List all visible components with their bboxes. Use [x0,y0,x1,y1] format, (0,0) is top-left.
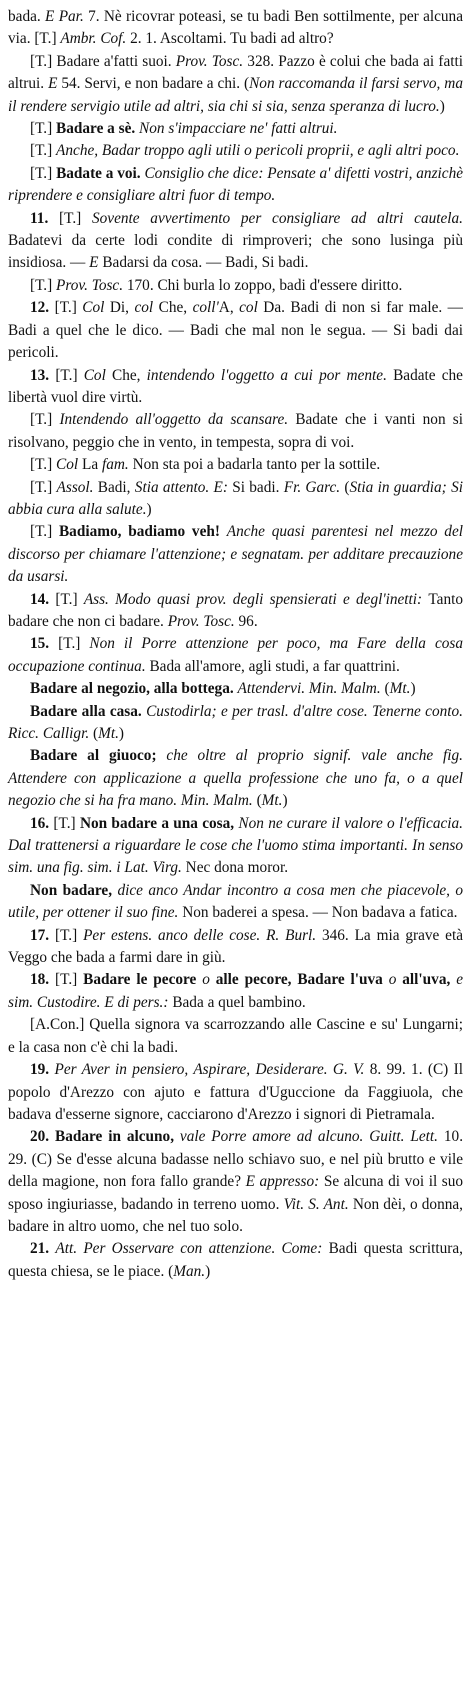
italic-text: e sim. Custodire. E di pers.: [8,971,463,1011]
body-text: ( [92,725,99,742]
bold-text: 12. [30,299,55,317]
bold-text: 14. [30,590,56,608]
bold-text: 11. [30,209,60,227]
bold-text: 21. [30,1240,56,1258]
body-text: Si badi. [232,478,284,496]
italic-text: Per Aver in pensiero, Aspirare, Desiderare. G. V. [54,1061,370,1079]
body-text: 170. Chi burla lo zoppo, badi d'essere diritto. [126,276,403,294]
italic-text: vale Porre amore ad alcuno. Guitt. Lett. [179,1128,444,1146]
body-text: ) [118,725,125,742]
body-text: [T.] [53,814,80,832]
entry-paragraph [8,678,463,700]
body-text: [T.] [58,635,90,653]
body-text: 346. La mia grave età Veggo che bada a farmi dare in giù. [8,926,464,967]
body-text: [T.] [30,478,57,496]
body-text: 8. 99. 1. (C) Il popolo d'Arezzo con ajuto e fattura d'Uguccione da Faggiuola, che badava d'esserne signore, cacciarono d'Arezzo i signori di Pietramala. [8,1061,463,1123]
italic-text: Stia in guardia; Si abbia cura alla salute. [8,478,463,518]
body-text: ) [205,1262,211,1280]
italic-text: Fr. Garc. [283,478,345,496]
entry-paragraph [8,208,463,275]
entry-paragraph [8,701,463,746]
italic-text: Non raccomanda il farsi servo, ma il rendere servigio utile ad altri, sia chi si sia, senza speranza di lucro. [8,75,463,115]
entry-paragraph [8,275,463,297]
entry-paragraph [8,925,463,970]
entry-paragraph [8,365,463,410]
body-text: Bada all'amore, agli studi, a far quattrini. [149,657,400,675]
body-text: [T.] [55,366,84,384]
entry-paragraph [8,1059,463,1126]
body-text: Se alcuna di voi il suo sposo ingiuriasse, badando in terreno uomo. [8,1173,464,1213]
bold-text: Badare al negozio, alla bottega. [30,680,238,698]
body-text: bada. [8,8,46,25]
italic-text: fam. [101,456,133,474]
italic-text: Non ne curare il valore o l'efficacia. Dal trattenersi a riguardare le cose che l'uomo stima importanti. In senso sim. una fig. sim. i Lat. Virg. [8,814,463,877]
entry-paragraph [8,633,463,678]
body-text: [T.] [30,120,57,138]
italic-text: Mt. [389,680,411,698]
bold-text: 17. [30,926,55,944]
entry-paragraph [8,6,463,51]
body-text: Che, [158,299,193,317]
italic-text: Non s'impacciare ne' fatti altrui. [139,120,338,138]
italic-text: Man. [173,1262,206,1280]
bold-text: Badare in alcuno, [55,1128,180,1146]
entry-paragraph [8,1238,463,1283]
body-text: [T.] [30,411,60,429]
body-text: ) [282,792,288,810]
italic-text: E [48,75,62,93]
italic-text: o [202,971,216,989]
italic-text: Consiglio che dice: Pensate a' difetti vostri, anzichè riprendere e consigliare altri fuor di tempo. [8,164,464,205]
entry-paragraph [8,51,463,118]
body-text: [T.] Badare a'fatti suoi. [30,52,176,70]
body-text: [T.] [55,590,84,608]
italic-text: Prov. Tosc. [175,52,248,70]
bold-text: Non badare, [30,881,118,899]
italic-text: E Par. [45,8,89,25]
bold-text: 13. [30,366,56,384]
bold-text: Badate a voi. [56,164,145,182]
body-text: ( [256,792,262,810]
italic-text: Mt. [261,792,283,810]
body-text: [A.Con.] Quella signora va scarrozzando alle Cascine e su' Lungarni; e la casa non c'è chi la badi. [8,1016,463,1056]
entry-paragraph [8,880,463,925]
body-text: 10. 29. (C) Se d'esse alcuna badasse nello schiavo suo, e nel più brutto e vile della magione, non fora fallo grande? [8,1128,464,1191]
body-text: [T.] [54,299,83,317]
body-text: Badate che libertà vuol dire virtù. [8,366,463,406]
bold-text: 16. [30,814,54,832]
italic-text: Intendendo all'oggetto da scansare. [59,411,296,429]
italic-text: Ass. Modo quasi prov. degli spensierati e degl'inetti: [83,590,429,608]
bold-text: 15. [30,635,59,653]
body-text: Non sta poi a badarla tanto per la sottile. [132,456,381,474]
body-text: A, [218,299,240,317]
italic-text: E appresso: [245,1173,324,1191]
italic-text: Col [83,366,113,384]
bold-text: Badare alla casa. [30,702,147,720]
entry-paragraph [8,454,463,476]
entry-paragraph [8,1126,463,1238]
bold-text: Badare al giuoco; [30,747,167,765]
italic-text: Prov. Tosc. [56,276,127,294]
body-text: 54. Servi, e non badare a chi. ( [61,75,250,93]
entry-paragraph [8,297,463,364]
italic-text: Prov. Tosc. [167,612,239,630]
bold-text: 19. [30,1061,55,1079]
body-text: Bada a quel bambino. [172,993,306,1011]
italic-text: dice anco Andar incontro a cosa men che piacevole, o utile, per ottener il suo fine. [8,881,463,922]
italic-text: Assol. [56,478,98,496]
body-text: 2. 1. Ascoltami. Tu badi ad altro? [130,30,334,48]
italic-text: Non il Porre attenzione per poco, ma Fare della cosa occupazione continua. [8,635,463,675]
italic-text: intendendo l'oggetto a cui por mente. [146,366,394,384]
italic-text: Att. Per Osservare con attenzione. Come: [55,1240,329,1258]
italic-text: Attendervi. Min. Malm. [237,680,385,698]
body-text: Badi questa scrittura, questa chiesa, se le piace. ( [8,1240,464,1280]
entry-paragraph [8,813,463,880]
entry-paragraph [8,163,463,208]
body-text: [T.] [54,926,84,944]
body-text: Di, [109,299,135,317]
italic-text: Custodirla; e per trasl. d'altre cose. Tenerne conto. Ricc. Calligr. [8,702,463,742]
body-text: Badatevi da certe lodi condite di rimproveri; che sono lusinga più insidiosa. — [8,232,463,272]
italic-text: col [239,299,264,317]
italic-text: Sovente avvertimento per consigliare ad altri cautela. [92,209,464,227]
body-text: 7. Nè ricovrar poteasi, se tu badi Ben sottilmente, per alcuna via. [T.] [8,8,464,48]
italic-text: Mt. [98,725,119,742]
bold-text: 18. [30,971,56,989]
italic-text: Stia attento. E: [134,478,233,496]
body-text: Da. Badi di non si far male. — Badi a quel che le dico. — Badi che mal non le segua. — Si badi dai pericoli. [8,299,463,362]
entry-paragraph [8,140,463,162]
italic-text: che oltre al proprio signif. vale anche fig. Attendere con applicazione a quella professione che uno fa, o a quel negozio che si ha fra mano. Min. Malm. [8,747,463,810]
bold-text: Non badare a una cosa, [79,814,239,832]
body-text: Badate che i vanti non si risolvano, peggio che in vento, in tempesta, sopra di voi. [8,411,464,451]
body-text: Che, [112,366,147,384]
body-text: Badi, [97,478,135,496]
entry-paragraph [8,969,463,1014]
body-text: ) [146,500,152,518]
body-text: ( [384,680,390,698]
body-text: La [81,456,102,474]
italic-text: Per estens. anco delle cose. R. Burl. [83,926,322,944]
entry-paragraph [8,745,463,812]
entry-paragraph [8,589,463,634]
body-text: ) [410,680,416,698]
entry-paragraph [8,521,463,588]
body-text: 328. Pazzo è colui che bada ai fatti altrui. [8,52,463,93]
italic-text: coll' [192,299,219,317]
body-text: Badarsi da cosa. — Badi, Si badi. [102,254,309,272]
body-text: [T.] [30,142,57,160]
body-text: [T.] [30,164,57,182]
bold-text: 20. [30,1128,56,1146]
body-text: 96. [238,612,258,630]
body-text: Non dèi, o donna, badare in altro uomo, che nel tuo solo. [8,1195,463,1235]
italic-text: Anche quasi parentesi nel mezzo del discorso per chiamare l'attenzione; e segnatam. per additare precauzione da usarsi. [8,523,463,586]
body-text: Non baderei a spesa. — Non badava a fatica. [182,904,458,922]
italic-text: Vit. S. Ant. [283,1195,353,1213]
bold-text: alle pecore, Badare l'uva [215,971,389,989]
body-text: Nec dona moror. [185,859,289,877]
body-text: ( [344,478,350,496]
entry-paragraph [8,409,463,454]
italic-text: Col [82,299,110,317]
entry-paragraph [8,1014,463,1059]
italic-text: Ambr. Cof. [60,30,131,48]
body-text: [T.] [30,276,57,294]
italic-text: col [134,299,159,317]
bold-text: Badiamo, badiamo veh! [58,523,227,541]
body-text: [T.] [55,971,84,989]
bold-text: Badare le pecore [83,971,203,989]
entry-paragraph [8,118,463,140]
body-text: [T.] [30,523,59,541]
entry-paragraph [8,477,463,522]
body-text: [T.] [30,456,57,474]
italic-text: Col [56,456,82,474]
italic-text: Anche, Badar troppo agli utili o pericoli proprii, e agli altri poco. [56,142,460,160]
bold-text: Badare a sè. [56,120,140,138]
body-text: [T.] [59,209,92,227]
italic-text: E [89,254,103,272]
bold-text: all'uva, [402,971,457,989]
italic-text: o [388,971,403,989]
body-text: ) [439,97,445,115]
body-text: Tanto badare che non ci badare. [8,590,463,630]
